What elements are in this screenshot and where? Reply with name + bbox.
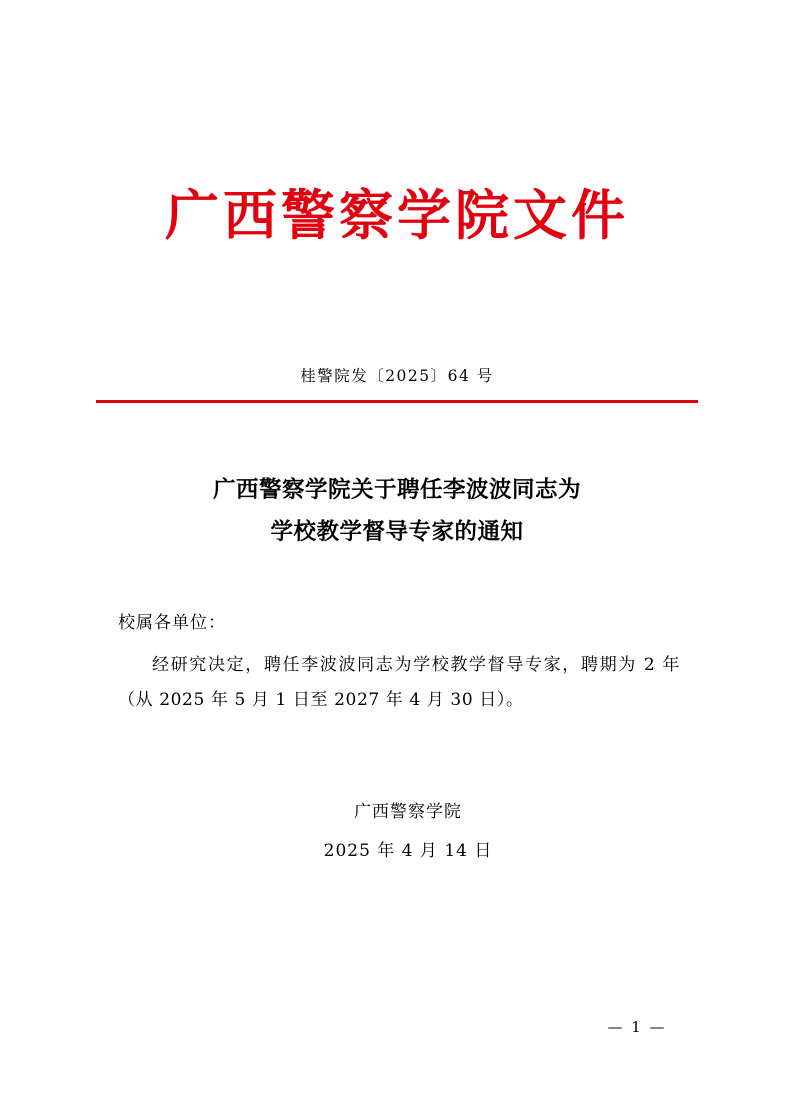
- masthead: [0, 183, 794, 247]
- page-number-label: — 1 —: [607, 1018, 667, 1036]
- page-footer: [0, 1018, 794, 1036]
- document-number: 桂警院发〔2025〕64 号: [300, 367, 494, 385]
- salutation: 校属各单位：: [118, 613, 226, 633]
- signature-block: [0, 793, 794, 871]
- signature-date: 2025 年 4 月 14 日: [323, 841, 493, 862]
- signature-organization: 广西警察学院: [354, 802, 462, 822]
- document-title: [96, 470, 698, 553]
- red-separator-rule: [96, 400, 698, 403]
- institution-masthead-title: 广西警察学院文件: [165, 183, 629, 247]
- document-title-line-1: 广西警察学院关于聘任李波波同志为: [212, 477, 581, 503]
- document-title-line-2: 学校教学督导专家的通知: [270, 518, 524, 545]
- body-paragraph: 经研究决定，聘任李波波同志为学校教学督导专家，聘期为 2 年（从 2025 年 5 月 1 日至 2027 年 4 月 30 日）。: [118, 655, 680, 710]
- body-text: [118, 648, 680, 718]
